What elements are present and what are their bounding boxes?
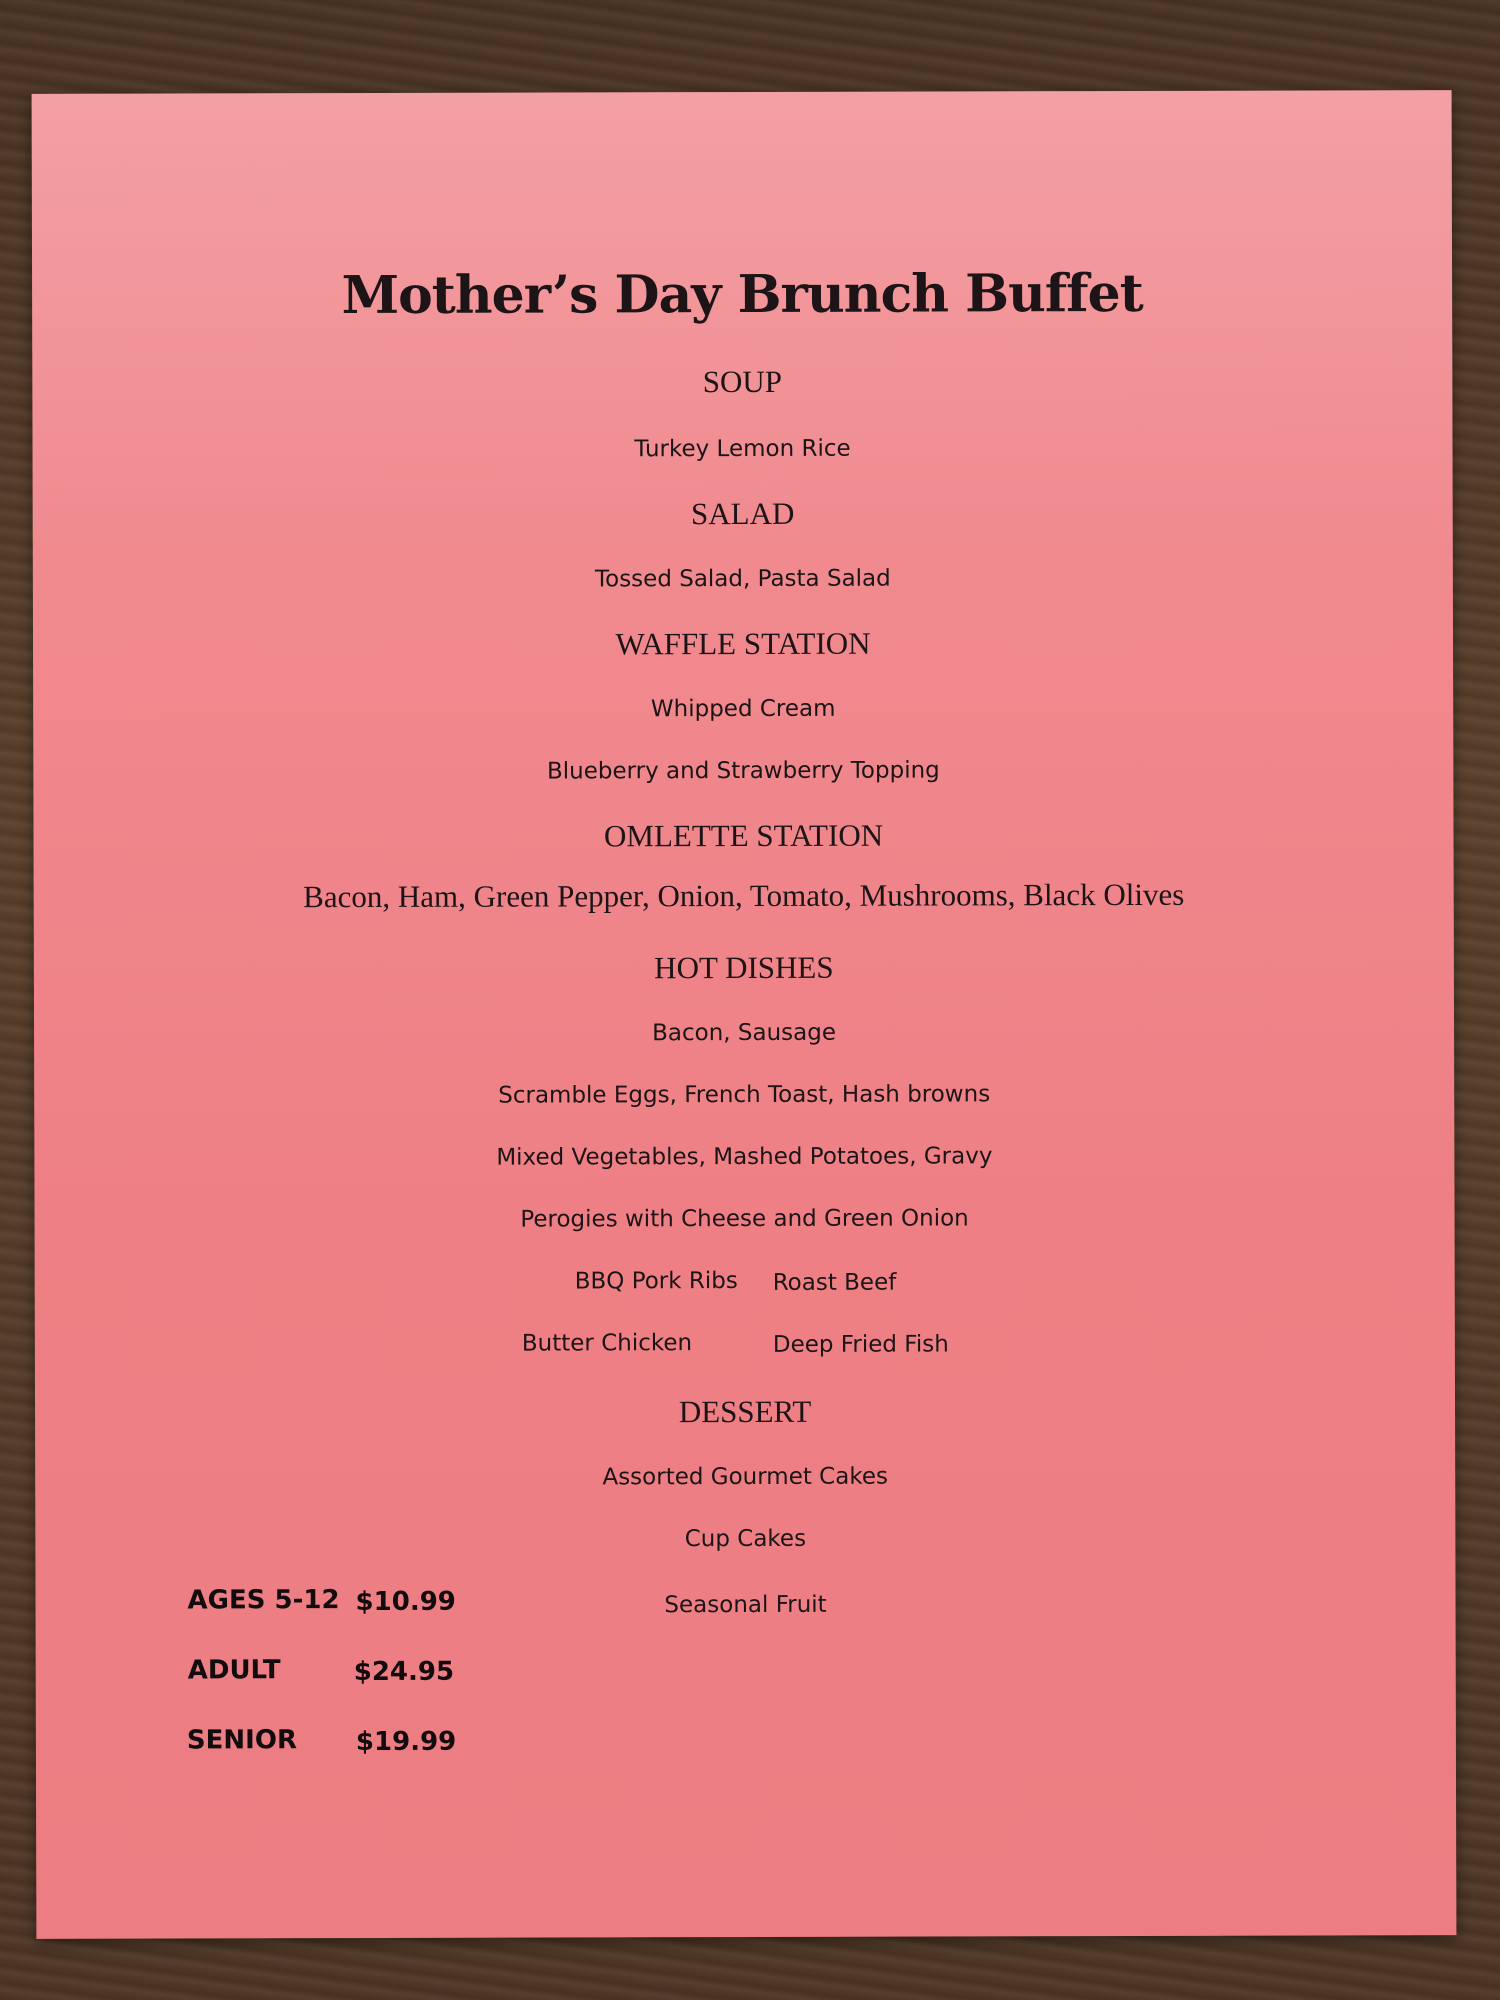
price-label-adult: ADULT: [187, 1655, 281, 1686]
section-heading-dessert: DESSERT: [678, 1393, 812, 1430]
section-heading-omelette: OMLETTE STATION: [603, 817, 884, 854]
menu-item: Scramble Eggs, French Toast, Hash browns: [498, 1081, 991, 1109]
menu-item: Whipped Cream: [650, 695, 836, 723]
price-value-ages: $10.99: [355, 1586, 456, 1618]
menu-item-pair-right: Roast Beef: [772, 1269, 897, 1296]
menu-sheet: [32, 90, 1457, 1939]
menu-item-pair-right: Deep Fried Fish: [772, 1331, 949, 1358]
menu-item-pair-left: BBQ Pork Ribs: [574, 1268, 738, 1295]
menu-item: Mixed Vegetables, Mashed Potatoes, Gravy: [496, 1143, 993, 1171]
menu-title: Mother’s Day Brunch Buffet: [341, 262, 1143, 327]
section-heading-hot-dishes: HOT DISHES: [654, 949, 834, 986]
menu-item: Assorted Gourmet Cakes: [602, 1463, 888, 1491]
price-value-senior: $19.99: [355, 1726, 457, 1758]
menu-item: Bacon, Ham, Green Pepper, Onion, Tomato, Mushrooms, Black Olives: [303, 876, 1185, 915]
price-label-ages: AGES 5-12: [187, 1585, 340, 1616]
menu-item: Cup Cakes: [684, 1525, 807, 1553]
menu-item-pair-left: Butter Chicken: [521, 1330, 693, 1357]
section-heading-salad: SALAD: [690, 495, 795, 532]
menu-item: Tossed Salad, Pasta Salad: [594, 565, 891, 593]
menu-item: Perogies with Cheese and Green Onion: [520, 1205, 969, 1233]
price-value-adult: $24.95: [353, 1656, 455, 1688]
menu-item: Bacon, Sausage: [652, 1019, 837, 1047]
menu-item: Turkey Lemon Rice: [634, 435, 851, 463]
section-heading-soup: SOUP: [702, 363, 783, 400]
section-heading-waffle: WAFFLE STATION: [615, 625, 871, 662]
menu-item: Seasonal Fruit: [664, 1591, 827, 1619]
price-label-senior: SENIOR: [186, 1725, 297, 1756]
menu-item: Blueberry and Strawberry Topping: [546, 757, 940, 785]
